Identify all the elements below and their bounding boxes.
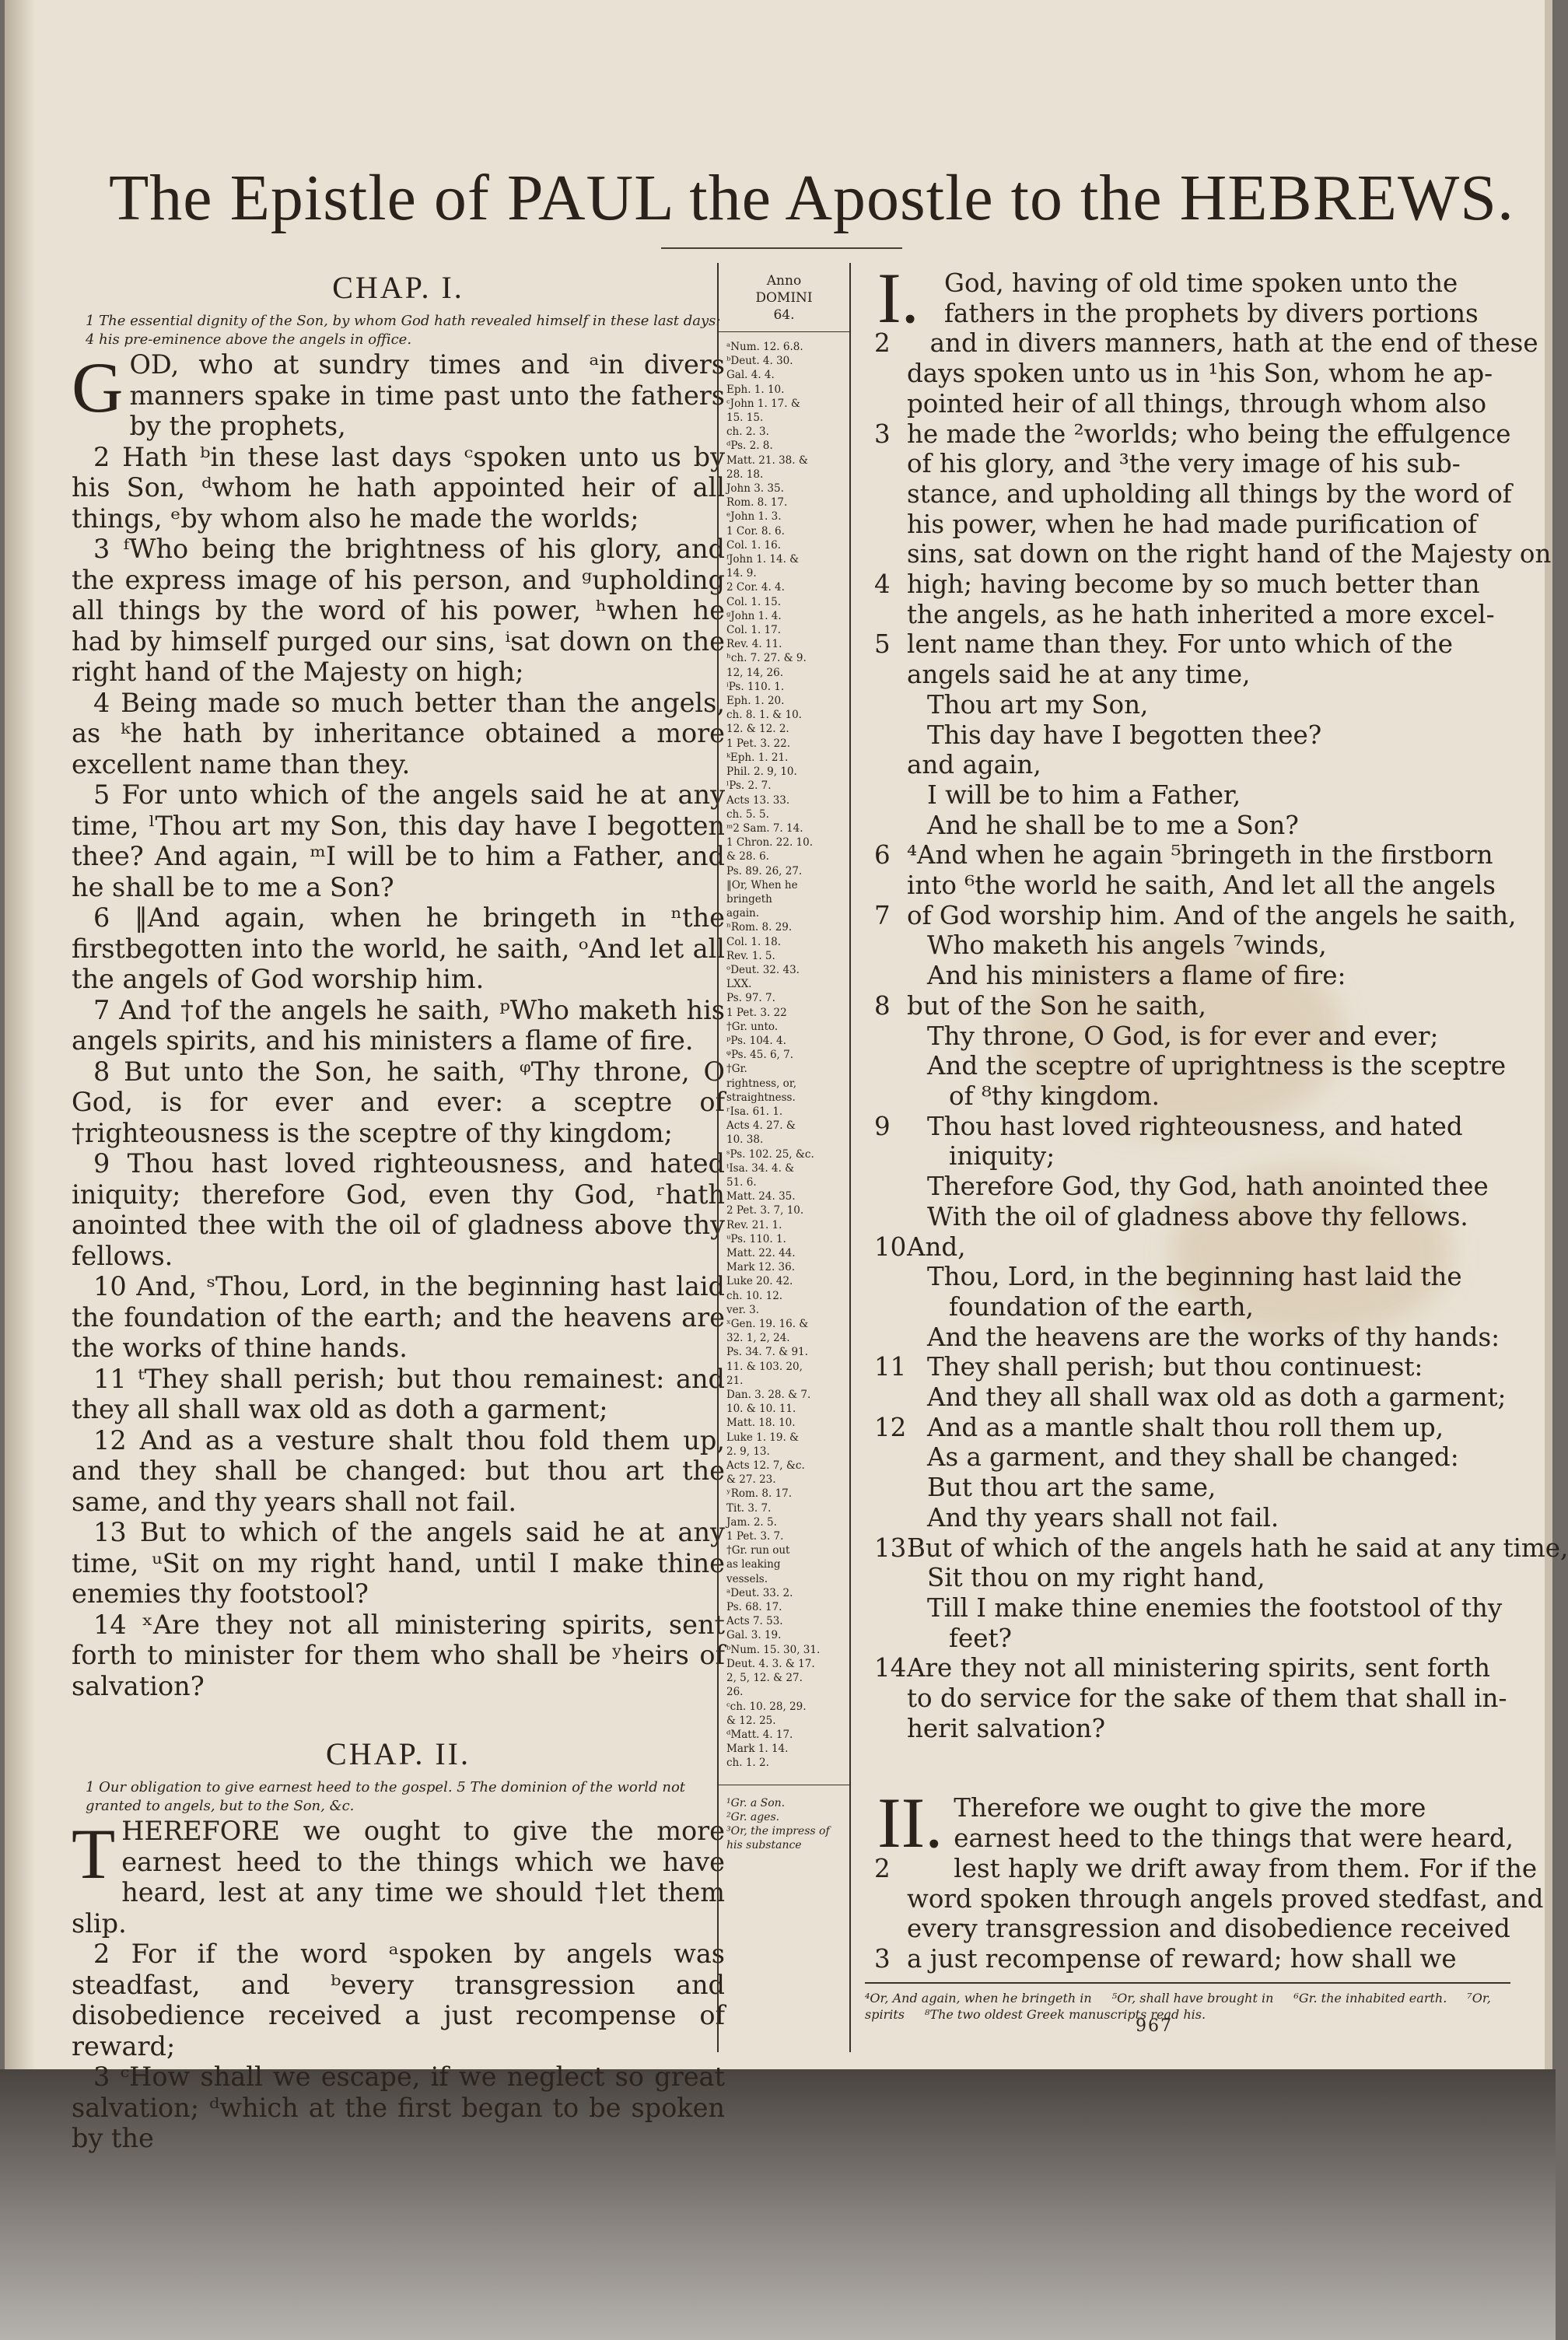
cross-reference: 12. & 12. 2. (726, 723, 789, 736)
rv-line-text: With the oil of gladness above thy fellows. (927, 1201, 1468, 1231)
cross-reference: 32. 1, 2, 24. (726, 1332, 790, 1345)
margin-notes (719, 1785, 849, 1852)
cross-reference: 14. 9. (726, 567, 757, 580)
cross-reference: 2, 5, 12. & 27. (726, 1672, 803, 1685)
footnote: ⁴Or, And again, when he bringeth in (865, 1991, 1092, 2005)
cross-reference: Matt. 18. 10. (726, 1417, 796, 1430)
chapter-1-summary: 1 The essential dignity of the Son, by whom God hath revealed himself in these last days: 4 his pre-eminence above the angels in office. (86, 313, 721, 348)
cross-reference: 10. 38. (726, 1133, 764, 1147)
verse: 5 For unto which of the angels said he at any time, ˡThou art my Son, this day have I begotten thee? And again, ᵐI will be to him a Father, and he shall be to me a Son? (72, 779, 725, 902)
cross-reference: ᶜch. 10. 28, 29. (726, 1700, 807, 1713)
verse: 13 But to which of the angels said he at any time, ᵘSit on my right hand, until I make thine enemies thy footstool? (72, 1517, 725, 1609)
chapter-2-summary: 1 Our obligation to give earnest heed to the gospel. 5 The dominion of the world not granted to angels, but to the Son, &c. (86, 1779, 686, 1814)
cross-reference: again. (726, 907, 760, 920)
cross-reference: 26. (726, 1686, 744, 1699)
verse: 2 For if the word ᵃspoken by angels was steadfast, and ᵇevery transgression and disobedience received a just recompense of reward; (72, 1939, 725, 2062)
rv-line (877, 1592, 1503, 1624)
cross-reference: 11. & 103. 20, (726, 1360, 803, 1373)
cross-reference: ˣGen. 19. 16. & (726, 1318, 809, 1331)
rv-line-text: And thy years shall not fail. (927, 1502, 1279, 1533)
verse-number: 11 (874, 1352, 907, 1382)
rv-line (874, 900, 1517, 931)
cross-references (719, 340, 849, 1771)
rv-line-text: And as a mantle shalt thou roll them up, (927, 1412, 1444, 1442)
verse: 2 Hath ᵇin these last days ᶜspoken unto us by his Son, ᵈwhom he hath appointed heir of all things, ᵉby whom also he made the worlds; (72, 441, 725, 534)
verse: 9 Thou hast loved righteousness, and hated iniquity; therefore God, even thy God, ʳhath anointed thee with the oil of gladness above thy fellows. (72, 1148, 725, 1271)
cross-reference: 1 Chron. 22. 10. (726, 836, 813, 849)
rv-line-text: And the sceptre of uprightness is the sceptre (927, 1051, 1507, 1081)
rv-line-text: herit salvation? (907, 1713, 1106, 1743)
cross-reference: 12, 14, 26. (726, 666, 783, 679)
cross-reference: Phil. 2. 9, 10. (726, 765, 797, 779)
cross-reference: ⁿRom. 8. 29. (726, 921, 793, 934)
rv-line-text: of his glory, and ³the very image of his sub- (907, 449, 1461, 479)
rv-line (877, 1292, 1500, 1322)
cross-reference: Ps. 68. 17. (726, 1601, 782, 1614)
margin-note: ¹Gr. a Son. (726, 1796, 786, 1809)
verse-number: 4 (874, 569, 891, 600)
rv-line-text: every transgression and disobedience received (907, 1914, 1510, 1944)
cross-reference: ˢPs. 102. 25, &c. (726, 1147, 814, 1161)
kjv-column (72, 264, 725, 2153)
cross-reference: Col. 1. 18. (726, 935, 781, 948)
anno-line: DOMINI (755, 290, 813, 306)
rv-line (874, 328, 1538, 359)
rv-line (877, 359, 1500, 389)
cross-reference: Matt. 21. 38. & (726, 454, 808, 467)
cross-reference: Mark 1. 14. (726, 1743, 789, 1756)
rv-line (877, 510, 1500, 540)
anno-domini (719, 272, 849, 332)
rv-line (877, 1322, 1500, 1353)
cross-reference: 2 Pet. 3. 7, 10. (726, 1204, 804, 1217)
verse: 8 But unto the Son, he saith, ᵠThy throne, O God, is for ever and ever: a sceptre of †righteousness is the sceptre of thy kingdom; (72, 1056, 725, 1148)
cross-reference: & 28. 6. (726, 850, 769, 863)
cross-reference: ʳIsa. 61. 1. (726, 1105, 783, 1118)
cross-reference: Eph. 1. 20. (726, 695, 785, 708)
cross-reference: Ps. 34. 7. & 91. (726, 1346, 808, 1359)
cross-reference: & 27. 23. (726, 1473, 776, 1487)
rv-line-text: feet? (949, 1623, 1012, 1653)
cross-reference: Dan. 3. 28. & 7. (726, 1389, 811, 1402)
page-number: 967 (1136, 2016, 1173, 2036)
dropcap-g: G (72, 348, 124, 427)
cross-reference: ᵈMatt. 4. 17. (726, 1728, 793, 1741)
rv-line-text: but of the Son he saith, (907, 990, 1206, 1021)
cross-reference: ʰch. 7. 27. & 9. (726, 652, 807, 665)
rv-line (874, 419, 1511, 450)
rv-line (877, 870, 1500, 901)
dropcap-t: T (72, 1814, 116, 1893)
cross-reference: Acts 4. 27. & (726, 1119, 796, 1133)
cross-reference: ʸRom. 8. 17. (726, 1487, 793, 1501)
verse: 3 ᶠWho being the brightness of his glory, and the express image of his person, and ᵍupholding all things by the word of his power, ʰwhen he had by himself purged our sins, ⁱsat down on the right hand of the Majesty on high; (72, 534, 725, 687)
cross-reference: ᵏEph. 1. 21. (726, 751, 789, 764)
rv-line-text: days spoken unto us in ¹his Son, whom he ap- (907, 359, 1493, 389)
cross-reference: Mark 12. 36. (726, 1261, 796, 1274)
rv-line-text: Thou hast loved righteousness, and hated (927, 1111, 1463, 1141)
rv-line-text: angels said he at any time, (907, 660, 1251, 690)
chapter-2-text (72, 1816, 725, 2154)
rv-line-text: and in divers manners, hath at the end of these (929, 328, 1538, 359)
rv-line (877, 299, 1500, 329)
rv-line-text: God, having of old time spoken unto the (944, 268, 1458, 298)
cross-reference: 21. (726, 1374, 744, 1387)
verse-number: 2 (874, 1853, 891, 1883)
rv-chapter-2-numeral: II. (877, 1783, 943, 1863)
rv-line (877, 1883, 1544, 1914)
cross-reference: Col. 1. 17. (726, 624, 781, 637)
cross-reference: 2 Cor. 4. 4. (726, 581, 785, 594)
rv-line (877, 780, 1500, 811)
rv-line-text: They shall perish; but thou continuest: (927, 1352, 1423, 1382)
cross-reference: †Gr. unto. (726, 1020, 779, 1033)
verse-number: 7 (874, 900, 891, 930)
page-title: The Epistle of PAUL the Apostle to the HEBREWS. (109, 162, 1514, 234)
cross-reference: Deut. 4. 3. & 17. (726, 1657, 815, 1670)
cross-reference: ver. 3. (726, 1303, 760, 1316)
verse: 6 ‖And again, when he bringeth in ⁿthe firstbegotten into the world, he saith, ᵒAnd let all the angels of God worship him. (72, 902, 725, 994)
cross-reference: ᶜJohn 1. 17. & (726, 397, 800, 410)
rv-line-text: As a garment, and they shall be changed: (927, 1442, 1459, 1473)
rv-line-text: iniquity; (949, 1141, 1055, 1172)
rv-line-text: And the heavens are the works of thy hands: (927, 1322, 1500, 1352)
cross-reference: ˡPs. 2. 7. (726, 779, 772, 793)
cross-reference: ᵉJohn 1. 3. (726, 510, 782, 524)
verse-number: 10 (874, 1231, 907, 1262)
cross-reference: LXX. (726, 978, 752, 991)
rv-line-text: And, (907, 1231, 966, 1262)
rv-line (877, 1262, 1500, 1292)
cross-reference: Gal. 4. 4. (726, 369, 775, 382)
rv-line-text: But of which of the angels hath he said at any time, (907, 1533, 1568, 1563)
verse-number: 9 (874, 1111, 891, 1141)
cross-reference: ⁱPs. 110. 1. (726, 680, 785, 693)
cross-reference: ᵗIsa. 34. 4. & (726, 1161, 795, 1175)
verse: 7 And †of the angels he saith, ᵖWho maketh his angels spirits, and his ministers a flame of fire. (72, 994, 725, 1056)
verse: 11 ᵗThey shall perish; but thou remainest: and they all shall wax old as doth a garment; (72, 1363, 725, 1424)
cross-reference: Acts 12. 7, &c. (726, 1459, 805, 1473)
chapter-2-heading: CHAP. II. (326, 1736, 471, 1771)
cross-reference: ch. 10. 12. (726, 1289, 783, 1302)
cross-reference: †Gr. run out (726, 1544, 790, 1557)
cross-reference: Col. 1. 15. (726, 595, 781, 608)
rv-line (877, 961, 1500, 991)
cross-reference: 28. 18. (726, 468, 764, 481)
rv-line-text: And they all shall wax old as doth a garment; (927, 1382, 1507, 1413)
rv-line-text: stance, and upholding all things by the word of (907, 478, 1512, 509)
rv-chapter-1-numeral: I. (877, 258, 919, 338)
rv-line (877, 690, 1500, 720)
rv-line-text: of God worship him. And of the angels he saith, (907, 900, 1517, 930)
verse-number: 13 (874, 1533, 907, 1563)
rv-line (877, 1081, 1500, 1112)
rv-line (874, 1231, 1500, 1263)
rv-line-text: high; having become by so much better than (907, 569, 1480, 600)
rv-footnotes (865, 1982, 1510, 2023)
rv-line-text: I will be to him a Father, (927, 779, 1241, 810)
rv-line (874, 569, 1500, 600)
cross-reference: ᵈPs. 2. 8. (726, 440, 773, 453)
cross-reference: ‖Or, When he (726, 878, 798, 892)
cross-reference: as leaking (726, 1558, 781, 1571)
cross-reference: John 3. 35. (726, 482, 784, 496)
rv-line (877, 1172, 1500, 1202)
cross-reference: Ps. 89. 26, 27. (726, 864, 803, 878)
margin-note: ²Gr. ages. (726, 1810, 780, 1823)
rv-line-text: the angels, as he hath inherited a more excel- (907, 599, 1495, 629)
rv-line-text: Thou art my Son, (927, 689, 1149, 720)
cross-reference: ᵍJohn 1. 4. (726, 609, 782, 622)
rv-line-text: word spoken through angels proved stedfast, and (907, 1883, 1544, 1914)
cross-reference: & 12. 25. (726, 1714, 776, 1727)
cross-reference: Acts 7. 53. (726, 1615, 783, 1628)
rv-line (877, 720, 1500, 751)
rv-line (877, 811, 1500, 841)
rv-line (877, 1382, 1507, 1413)
rv-line (874, 1412, 1500, 1443)
verse: OD, who at sundry times and ᵃin divers manners spake in time past unto the fathers by the prophets, (129, 349, 725, 441)
cross-reference: ᶠJohn 1. 14. & (726, 553, 800, 566)
footnote: ⁷Or, spirits (865, 1991, 1491, 2022)
title-rule (661, 247, 902, 249)
rv-line (874, 1943, 1500, 1974)
rv-line (874, 840, 1500, 870)
rv-line (877, 1793, 1500, 1823)
anno-line: 64. (773, 307, 795, 323)
rv-line (874, 629, 1500, 660)
cross-reference: ᵐ2 Sam. 7. 14. (726, 821, 803, 835)
footnote: ⁸The two oldest Greek manuscripts read his. (924, 2007, 1206, 2022)
rv-line-text: of ⁸thy kingdom. (949, 1081, 1160, 1111)
cross-reference: Ps. 97. 7. (726, 992, 775, 1005)
cross-reference: Tit. 3. 7. (726, 1501, 772, 1515)
verse: 14 ˣAre they not all ministering spirits, sent forth to minister for them who shall be ʸheirs of salvation? (72, 1609, 725, 1701)
cross-reference: †Gr. (726, 1063, 747, 1076)
rv-line (877, 1202, 1500, 1232)
cross-reference: ch. 5. 5. (726, 807, 769, 821)
rv-chapter-1 (874, 258, 1568, 1743)
rv-line (877, 1051, 1507, 1081)
cross-reference: Rev. 1. 5. (726, 949, 775, 962)
cross-reference: Rev. 21. 1. (726, 1218, 782, 1231)
rv-line-text: And his ministers a flame of fire: (927, 961, 1346, 991)
cross-reference: Luke 1. 19. & (726, 1431, 800, 1444)
rv-line (874, 1653, 1500, 1683)
cross-reference: 51. 6. (726, 1175, 757, 1189)
cross-reference: Matt. 24. 35. (726, 1190, 796, 1203)
page-gutter-shadow (5, 0, 36, 2069)
cross-reference: 1 Pet. 3. 7. (726, 1530, 784, 1543)
cross-reference: ch. 1. 2. (726, 1757, 769, 1770)
rv-line-text: sins, sat down on the right hand of the Majesty on (907, 539, 1552, 569)
marginal-references-column (717, 263, 851, 2052)
cross-reference: ᵃDeut. 33. 2. (726, 1586, 793, 1599)
rv-line (877, 600, 1500, 630)
rv-line (877, 478, 1512, 510)
rv-line (877, 1624, 1500, 1654)
anno-line: Anno (766, 273, 802, 289)
rv-line (877, 1714, 1500, 1744)
rv-line-text: a just recompense of reward; how shall we (907, 1943, 1457, 1974)
rv-line-text: But thou art the same, (927, 1473, 1216, 1503)
cross-reference: 15. 15. (726, 412, 764, 425)
cross-reference: Rev. 4. 11. (726, 638, 782, 651)
cross-reference: 1 Cor. 8. 6. (726, 524, 785, 538)
cross-reference: 2. 9, 13. (726, 1445, 770, 1458)
rv-line-text: Sit thou on my right hand, (927, 1563, 1265, 1593)
rv-line-text: earnest heed to the things that were heard, (954, 1823, 1514, 1854)
rv-line (874, 1853, 1538, 1884)
rv-line (877, 389, 1500, 419)
verse-number: 12 (874, 1412, 907, 1442)
verse: 12 And as a vesture shalt thou fold them up, and they shall be changed: but thou art the same, and thy years shall not fail. (72, 1424, 725, 1517)
rv-line-text: fathers in the prophets by divers portions (944, 298, 1479, 328)
verse-number: 6 (874, 840, 891, 870)
rv-line (877, 750, 1500, 780)
verse-number: 3 (874, 1943, 891, 1974)
cross-reference: vessels. (726, 1572, 768, 1585)
rv-chapter-2 (874, 1783, 1544, 1974)
rv-line-text: Till I make thine enemies the footstool of thy (927, 1592, 1503, 1623)
cross-reference: Rom. 8. 17. (726, 496, 788, 510)
cross-reference: Eph. 1. 10. (726, 383, 785, 396)
verse: 4 Being made so much better than the angels, as ᵏhe hath by inheritance obtained a more excellent name than they. (72, 687, 725, 779)
margin-note: ³Or, the impress of his substance (726, 1824, 830, 1851)
footnote: ⁶Gr. the inhabited earth. (1293, 1991, 1447, 2005)
rv-line-text: Therefore God, thy God, hath anointed thee (927, 1172, 1489, 1202)
rv-line-text: to do service for the sake of them that shall in- (907, 1683, 1507, 1714)
verse: 10 And, ˢThou, Lord, in the beginning hast laid the foundation of the earth; and the heavens are the works of thine hands. (72, 1271, 725, 1363)
rv-line (877, 1683, 1507, 1714)
rv-line (877, 1823, 1514, 1854)
rv-line (874, 1111, 1500, 1142)
cross-reference: Jam. 2. 5. (726, 1515, 777, 1529)
cross-reference: Luke 20. 42. (726, 1275, 793, 1288)
rv-line (874, 1533, 1568, 1564)
cross-reference: ᵠPs. 45. 6, 7. (726, 1049, 793, 1062)
cross-reference: Acts 13. 33. (726, 793, 790, 807)
rv-line-text: Thy throne, O God, is for ever and ever; (927, 1021, 1439, 1051)
chapter-1-text (72, 349, 725, 1701)
rv-line (874, 1352, 1500, 1382)
rv-line (877, 268, 1500, 299)
rv-line-text: he made the ²worlds; who being the effulgence (907, 419, 1511, 449)
rv-line-text: foundation of the earth, (949, 1291, 1254, 1322)
rv-line-text: his power, when he had made purification of (907, 509, 1477, 539)
cross-reference: ᵃNum. 12. 6.8. (726, 341, 803, 353)
verse-number: 8 (874, 990, 891, 1021)
cross-reference: ᵇNum. 15. 30, 31. (726, 1643, 821, 1656)
cross-reference: straightness. (726, 1091, 796, 1104)
rv-line-text: Therefore we ought to give the more (954, 1793, 1426, 1823)
chapter-1-heading: CHAP. I. (332, 270, 464, 305)
rv-line-text: Are they not all ministering spirits, sent forth (907, 1653, 1490, 1683)
cross-reference: ᵒDeut. 32. 43. (726, 963, 800, 976)
rv-line (877, 1473, 1500, 1503)
cross-reference: Gal. 3. 19. (726, 1629, 782, 1642)
rv-line (874, 990, 1500, 1021)
rv-line-text: into ⁶the world he saith, And let all the angels (907, 870, 1496, 901)
verse: HEREFORE we ought to give the more earnest heed to the things which we have heard, lest at any time we should †let them slip. (72, 1816, 725, 1939)
verse-number: 2 (874, 328, 891, 359)
cross-reference: rightness, or, (726, 1077, 797, 1090)
cross-reference: Matt. 22. 44. (726, 1247, 796, 1259)
cross-reference: 10. & 10. 11. (726, 1403, 796, 1416)
rv-line-text: and again, (907, 750, 1041, 780)
verse-number: 5 (874, 629, 891, 660)
rv-line (877, 1141, 1500, 1172)
rv-line (877, 1563, 1500, 1593)
rv-line-text: ⁴And when he again ⁵bringeth in the firstborn (907, 840, 1493, 870)
rv-line-text: lest haply we drift away from them. For if the (954, 1853, 1538, 1883)
rv-line-text: Who maketh his angels ⁷winds, (927, 930, 1327, 961)
cross-reference: ᵖPs. 104. 4. (726, 1034, 786, 1047)
rv-line-text: pointed heir of all things, through whom also (907, 388, 1487, 419)
rv-line (877, 1914, 1510, 1944)
verse-number: 14 (874, 1653, 907, 1683)
cross-reference: ᵘPs. 110. 1. (726, 1232, 786, 1245)
rv-line (877, 449, 1500, 479)
rv-line (877, 1503, 1500, 1533)
rv-line (877, 539, 1552, 569)
cross-reference: 1 Pet. 3. 22. (726, 737, 790, 750)
cross-reference: ch. 2. 3. (726, 426, 769, 439)
cross-reference: 1 Pet. 3. 22 (726, 1006, 787, 1019)
rv-line-text: This day have I begotten thee? (927, 720, 1322, 750)
rv-line-text: Thou, Lord, in the beginning hast laid the (927, 1262, 1462, 1292)
rv-line (877, 660, 1500, 690)
rv-line (877, 1442, 1500, 1473)
cross-reference: ch. 8. 1. & 10. (726, 709, 802, 722)
footnote: ⁵Or, shall have brought in (1111, 1991, 1274, 2005)
rv-line (877, 930, 1500, 961)
rv-line-text: And he shall be to me a Son? (927, 810, 1299, 840)
verse-number: 3 (874, 419, 891, 449)
cross-reference: bringeth (726, 892, 772, 906)
rv-line-text: lent name than they. For unto which of the (907, 629, 1453, 660)
cross-reference: Col. 1. 16. (726, 538, 781, 552)
rv-column (874, 258, 1568, 1988)
verse: 3 ᶜHow shall we escape, if we neglect so great salvation; ᵈwhich at the first began to be spoken by the (72, 2062, 725, 2153)
rv-line (877, 1021, 1500, 1052)
cross-reference: ᵇDeut. 4. 30. (726, 355, 793, 368)
